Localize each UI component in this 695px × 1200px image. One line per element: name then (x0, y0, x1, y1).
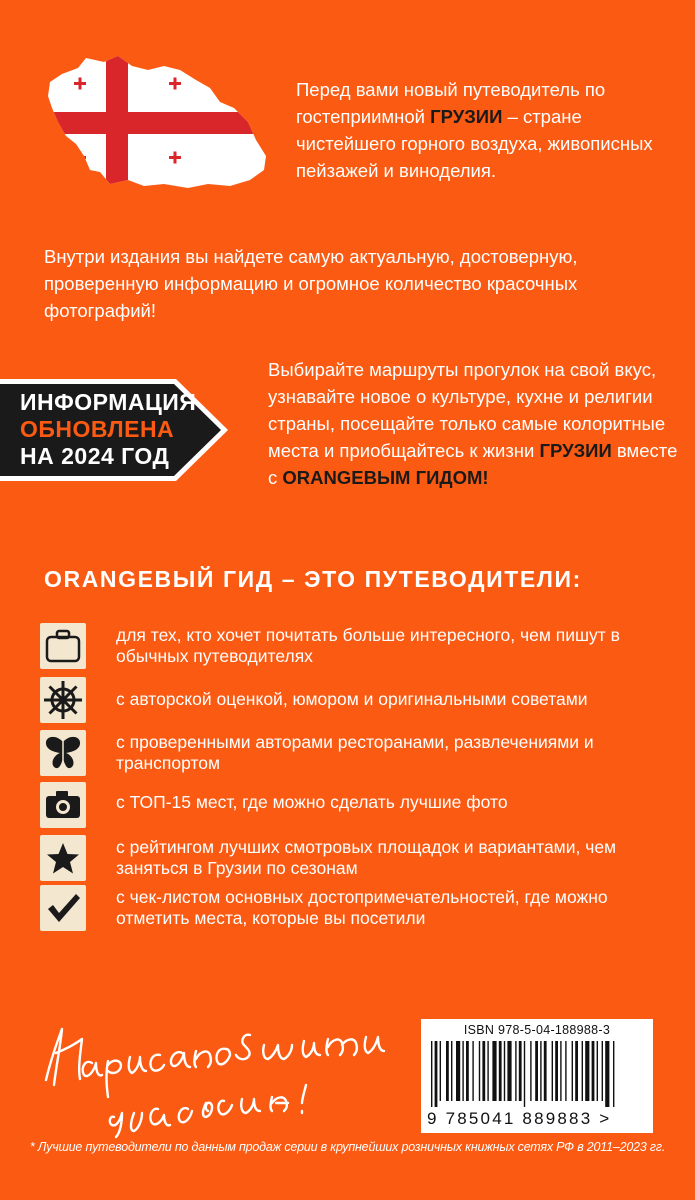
butterfly-icon (40, 730, 86, 776)
ship-wheel-icon (40, 677, 86, 723)
banner-line-1: ИНФОРМАЦИЯ (20, 389, 197, 415)
barcode-icon (429, 1041, 645, 1107)
banner-line-3: НА 2024 ГОД (20, 443, 170, 469)
feature-item (40, 677, 680, 723)
feature-text: с проверенными авторами ресторанами, развлечениями и транспортом (116, 732, 594, 773)
feature-text: с ТОП-15 мест, где можно сделать лучшие фото (116, 792, 508, 812)
feature-item (40, 835, 680, 881)
feature-item (40, 730, 680, 776)
feature-text: с авторской оценкой, юмором и оригинальными советами (116, 689, 588, 709)
feature-item (40, 782, 680, 828)
checkmark-icon (40, 885, 86, 931)
isbn-barcode-box (421, 1019, 653, 1133)
inside-paragraph: Внутри издания вы найдете самую актуальную, достоверную, проверенную информацию и огромное количество красочных фотографий! (44, 246, 578, 321)
isbn-label: ISBN 978-5-04-188988-3 (463, 1023, 611, 1037)
georgia-map-flag-icon (44, 52, 270, 190)
isbn-number: 9 785041 889883 > (427, 1109, 612, 1128)
footnote: * Лучшие путеводители по данным продаж серии в крупнейших розничных книжных сетях РФ в 2011–2023 гг. (29, 1140, 666, 1154)
routes-paragraph (268, 356, 678, 491)
routes-highlight-georgia: ГРУЗИИ (539, 440, 612, 461)
camera-icon (40, 782, 86, 828)
intro-highlight: ГРУЗИИ (430, 106, 503, 127)
intro-paragraph (296, 76, 676, 184)
star-icon (40, 835, 86, 881)
routes-text-middle: вместе с (268, 440, 678, 488)
banner-line-2: ОБНОВЛЕНА (20, 416, 175, 442)
routes-text: Выбирайте маршруты прогулок на свой вкус, узнавайте новое о культуре, кухне и религии страны, посещайте только самые колоритные места и приобщайтесь к жизни (268, 359, 666, 461)
intro-text: Перед вами новый путеводитель по гостеприимной (296, 79, 606, 127)
feature-text: с рейтингом лучших смотровых площадок и вариантами, чем заняться в Грузии по сезонам (116, 837, 617, 878)
features-heading: ORANGEВЫЙ ГИД – ЭТО ПУТЕВОДИТЕЛИ: (44, 566, 582, 592)
feature-text: с чек-листом основных достопримечательностей, где можно отметить места, которые вы посетили (116, 887, 608, 928)
suitcase-icon (40, 623, 86, 669)
feature-item (40, 623, 680, 669)
handwritten-signature (36, 1005, 396, 1140)
feature-item (40, 885, 680, 931)
routes-highlight-guide: ORANGEВЫМ ГИДОМ! (282, 467, 489, 488)
intro-text-end: – стране чистейшего горного воздуха, живописных пейзажей и виноделия. (296, 106, 653, 181)
update-banner-text (20, 389, 200, 470)
feature-text: для тех, кто хочет почитать больше интересного, чем пишут в обычных путеводителях (116, 625, 620, 666)
